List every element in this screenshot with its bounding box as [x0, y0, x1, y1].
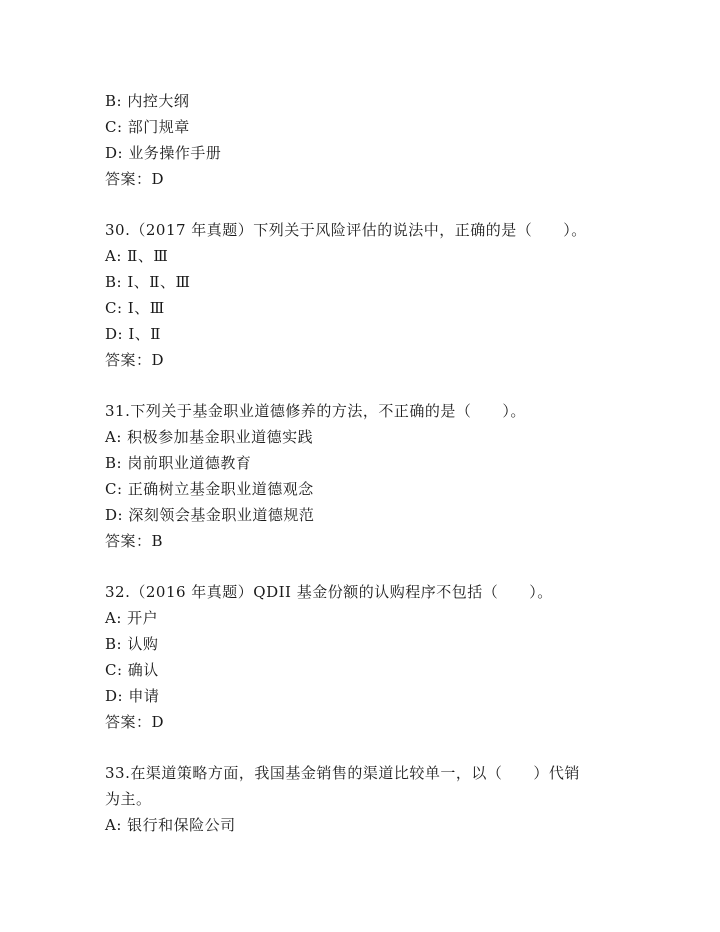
question-stem-line-1: 33.在渠道策略方面，我国基金销售的渠道比较单一，以（ ）代销: [105, 764, 580, 782]
option-b: B: Ⅰ、Ⅱ、Ⅲ: [105, 273, 191, 291]
answer: 答案：B: [105, 532, 164, 550]
answer: 答案：D: [105, 351, 165, 369]
option-c: C: 部门规章: [105, 118, 190, 136]
question-stem: 30.（2017 年真题）下列关于风险评估的说法中，正确的是（ ）。: [105, 221, 587, 239]
option-a: A: Ⅱ、Ⅲ: [105, 247, 169, 265]
document-page: [105, 88, 625, 838]
option-b: B: 内控大纲: [105, 92, 190, 110]
option-d: D: Ⅰ、Ⅱ: [105, 325, 161, 343]
option-d: D: 业务操作手册: [105, 144, 222, 162]
question-31: [105, 398, 625, 554]
question-30: [105, 217, 625, 373]
question-stem: 31.下列关于基金职业道德修养的方法，不正确的是（ ）。: [105, 402, 526, 420]
question-32: [105, 579, 625, 735]
option-c: C: 确认: [105, 661, 159, 679]
option-a: A: 银行和保险公司: [105, 816, 236, 834]
option-d: D: 深刻领会基金职业道德规范: [105, 506, 315, 524]
option-a: A: 开户: [105, 609, 159, 627]
answer: 答案：D: [105, 170, 165, 188]
option-a: A: 积极参加基金职业道德实践: [105, 428, 314, 446]
option-b: B: 认购: [105, 635, 159, 653]
option-c: C: 正确树立基金职业道德观念: [105, 480, 314, 498]
question-stem: 32.（2016 年真题）QDII 基金份额的认购程序不包括（ ）。: [105, 583, 553, 601]
question-stem-line-2: 为主。: [105, 790, 152, 808]
option-d: D: 申请: [105, 687, 160, 705]
option-b: B: 岗前职业道德教育: [105, 454, 252, 472]
answer: 答案：D: [105, 713, 165, 731]
question-29-fragment: [105, 88, 625, 192]
option-c: C: Ⅰ、Ⅲ: [105, 299, 165, 317]
question-33: [105, 760, 625, 838]
